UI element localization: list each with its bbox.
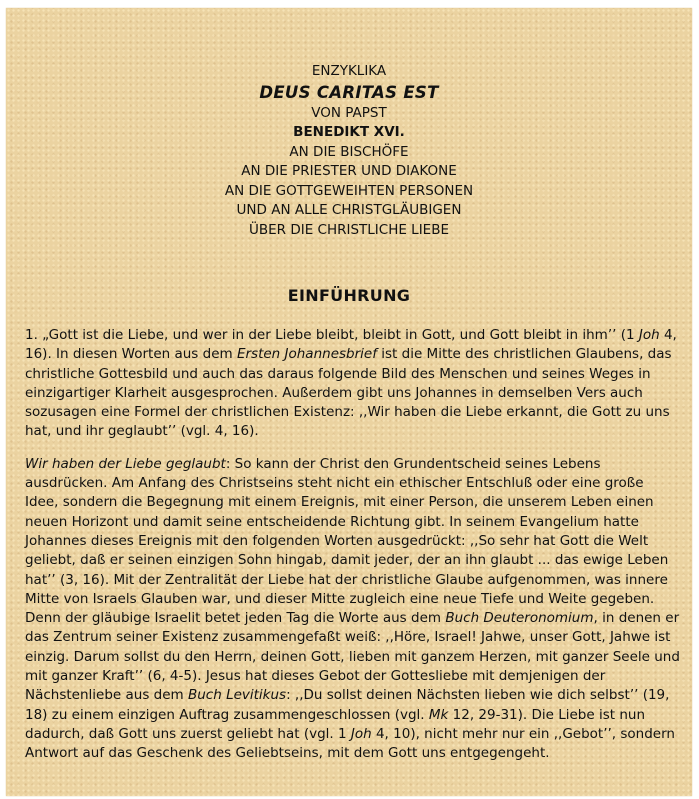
book-title-italic: Buch Levitikus xyxy=(187,687,287,704)
addressee-faithful: UND AN ALLE CHRISTGLÄUBIGEN xyxy=(236,202,462,218)
author-intro: VON PAPST xyxy=(311,104,387,121)
text-run: 4, 16). In diesen Worten aus dem xyxy=(25,327,677,363)
text-run: 1. „Gott ist die Liebe, und wer in der Liebe bleibt, bleibt in Gott, und Gott bleibt in ihm’’ (1 xyxy=(25,327,639,343)
document-subject: ÜBER DIE CHRISTLICHE LIEBE xyxy=(248,221,450,238)
book-title-italic: Ersten Johannesbrief xyxy=(236,346,377,363)
document-page xyxy=(6,8,692,796)
text-run: 12, 29-31). Die Liebe ist nun dadurch, daß Gott uns zuerst geliebt hat (vgl. 1 xyxy=(25,706,645,742)
text-run: , in denen er das Zentrum seiner Existenz zusammengefaßt weiß: ,,Höre, Israel! Jahwe, unser Gott, Jahwe ist einzig. Darum sollst du den Herrn, deinen Gott, lieben mit ganzem Herzen, mit ganzer Seele und mit ganzer Kraft’’ (6, 4-5). Jesus hat dieses Gebot der Gottesliebe mit demjenigen der Nächstenliebe aus dem xyxy=(25,610,680,704)
lead-phrase-italic: Wir haben der Liebe geglaubt xyxy=(25,455,226,472)
text-run: : So kann der Christ den Grundentscheid seines Lebens ausdrücken. Am Anfang des Christseins steht nicht ein ethischer Entschluß oder eine große Idee, sondern die Begegnung mit einem Ereignis, mit einer Person, die unserem Leben einen neuen Horizont und damit seine entscheidende Richtung gibt. In seinem Evangelium hatte Johannes dieses Ereignis mit den folgenden Worten ausgedrückt: ,,So sehr hat Gott die Welt geliebt, daß er seinen einzigen Sohn hingab, damit jeder, der an ihn glaubt ... das ewige Leben hat’’ (3, 16). Mit der Zentralität der Liebe hat der christliche Glaube aufgenommen, was innere Mitte von Israels Glauben war, und dieser Mitte zugleich eine neue Tiefe und Weite gegeben. Denn der gläubige Israelit betet jeden Tag die Worte aus dem xyxy=(25,455,669,627)
addressee-priests: AN DIE PRIESTER UND DIAKONE xyxy=(241,163,457,179)
author-name: BENEDIKT XVI. xyxy=(293,124,405,140)
document-type: ENZYKLIKA xyxy=(311,63,387,79)
addressee-bishops: AN DIE BISCHÖFE xyxy=(289,143,409,160)
body-text xyxy=(25,326,680,777)
document-title: DEUS CARITAS EST xyxy=(259,82,439,102)
text-run: 4, 10), nicht mehr nur ein ,,Gebot’’, sondern Antwort auf das Geschenk des Geliebtseins, mit dem Gott uns entgegengeht. xyxy=(25,725,675,762)
text-run: ist die Mitte des christlichen Glaubens, das christliche Gottesbild und auch das daraus folgende Bild des Menschen und seines Weges in einzigartiger Klarheit ausgesprochen. Außerdem gibt uns Johannes in demselben Vers auch sozusagen eine Formel der christlichen Existenz: ,,Wir haben die Liebe erkannt, die Gott zu uns hat, und ihr geglaubt’’ (vgl. 4, 16). xyxy=(25,346,672,440)
citation-italic: Joh xyxy=(350,725,372,742)
section-title: EINFÜHRUNG xyxy=(287,286,411,305)
text-run: : ,,Du sollst deinen Nächsten lieben wie dich selbst’’ (19, 18) zu einem einzigen Auftrag zusammengeschlossen (vgl. xyxy=(25,687,670,723)
paragraph-1 xyxy=(25,326,680,442)
book-title-italic: Buch Deuteronomium xyxy=(445,610,594,627)
citation-italic: Mk xyxy=(428,706,449,723)
paragraph-2 xyxy=(25,455,680,764)
encyclical-header xyxy=(6,62,692,240)
addressee-consecrated: AN DIE GOTTGEWEIHTEN PERSONEN xyxy=(224,182,474,199)
citation-italic: Joh xyxy=(638,327,660,343)
